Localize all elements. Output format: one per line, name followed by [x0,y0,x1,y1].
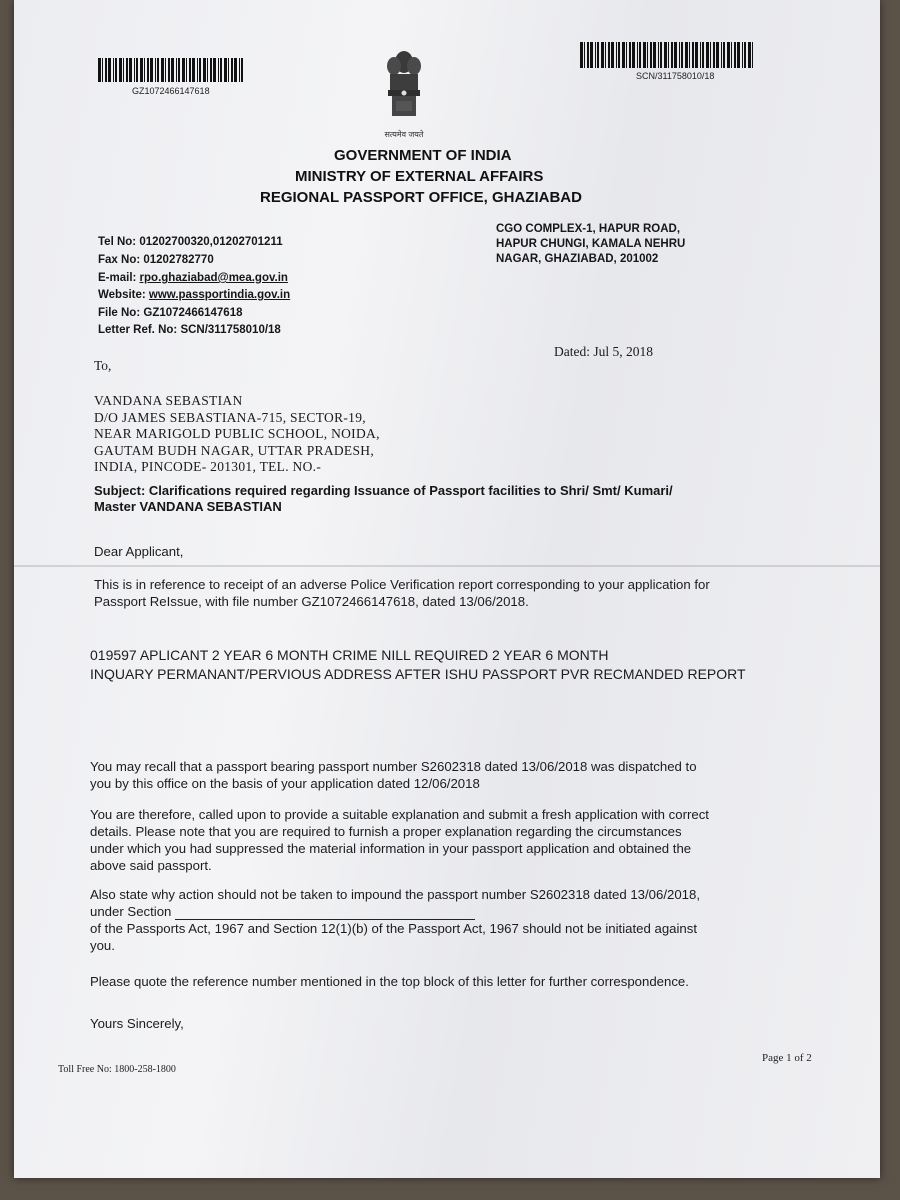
barcode-bar [171,58,174,82]
barcode-bar [189,58,191,82]
recipient-line-5: INDIA, PINCODE- 201301, TEL. NO.- [94,459,322,474]
barcode-bar [674,42,677,68]
office-address-line-1: CGO COMPLEX-1, HAPUR ROAD, [496,223,681,235]
barcode-bar [700,42,701,68]
subject-line-2: Master VANDANA SEBASTIAN [94,499,282,514]
letter-ref-label: Letter Ref. No: [98,324,178,336]
barcode-bar [629,42,631,68]
barcode-bar [692,42,694,68]
barcode-bar [679,42,680,68]
barcode-bar [723,42,725,68]
barcode-bar [584,42,585,68]
barcode-bar [203,58,206,82]
paragraph-explanation-line-3: under which you had suppressed the material information in your passport application and obtained the [90,841,692,856]
toll-free: Toll Free No: 1800-258-1800 [58,1064,176,1075]
police-remark-line-1: 019597 APLICANT 2 YEAR 6 MONTH CRIME NILL REQUIRED 2 YEAR 6 MONTH [90,647,609,663]
barcode-bar [658,42,659,68]
barcode-bar [241,58,243,82]
barcode-bar [710,42,711,68]
barcode-bar [161,58,164,82]
email-link[interactable]: rpo.ghaziabad@mea.gov.in [139,272,288,284]
barcode-bar [618,42,620,68]
barcode-bar [695,42,698,68]
barcode-bar [192,58,195,82]
fax-row [98,254,214,266]
website-link[interactable]: www.passportindia.gov.in [148,289,291,301]
header-ministry: MINISTRY OF EXTERNAL AFFAIRS [295,168,544,185]
paragraph-impound-line-4: you. [90,938,115,953]
barcode-bar [580,42,583,68]
office-address-line-2: HAPUR CHUNGI, KAMALA NEHRU [496,238,686,250]
salutation: Dear Applicant, [94,544,184,559]
barcode-bar [98,58,101,82]
national-emblem-icon [382,46,426,139]
barcode-bar [199,58,201,82]
recipient-line-2: D/O JAMES SEBASTIANA-715, SECTOR-19, [94,409,366,425]
website-label: Website: [98,289,146,301]
barcode-bar [713,42,715,68]
barcode-bar [689,42,690,68]
barcode-bar [632,42,635,68]
barcode-bar [643,42,646,68]
barcode-bar [590,42,593,68]
barcode-bar [727,42,730,68]
barcode-bar [702,42,704,68]
barcode-bar [186,58,187,82]
paragraph-impound [90,886,700,954]
page-number: Page 1 of 2 [762,1052,812,1064]
barcode-bar [123,58,124,82]
barcode-bar [165,58,166,82]
barcode-bar [748,42,751,68]
paragraph-recall-line-2: you by this office on the basis of your application dated 12/06/2018 [90,776,480,791]
barcode-bar [102,58,103,82]
to-label: To, [94,358,112,373]
paragraph-impound-line-1: Also state why action should not be taken to impound the passport number S2602318 dated 13/06/2018, [90,887,700,902]
recipient-name: VANDANA SEBASTIAN [94,393,243,408]
closing: Yours Sincerely, [90,1016,184,1031]
paragraph-impound-line-2 [90,903,700,920]
letter-page [14,0,880,1178]
fax-label: Fax No: [98,254,141,266]
barcode-bar [622,42,625,68]
paragraph-reference-line-2: Passport ReIssue, with file number GZ1072466147618, dated 13/06/2018. [94,594,529,609]
barcode-bar [611,42,614,68]
office-address-line-3: NAGAR, GHAZIABAD, 201002 [496,253,659,265]
paragraph-quote-reference: Please quote the reference number mentioned in the top block of this letter for further correspondence. [90,974,689,989]
barcode-bar [637,42,638,68]
barcode-bar [207,58,208,82]
barcode-bar [134,58,135,82]
barcode-bar [668,42,669,68]
paragraph-explanation [90,806,709,874]
barcode-bar [605,42,606,68]
barcode-bar [197,58,198,82]
barcode-bar [176,58,177,82]
barcode-bar [721,42,722,68]
barcode-bar [213,58,216,82]
email-row [98,272,288,284]
barcode-bar [647,42,648,68]
police-remark [90,646,746,684]
barcode-bar [660,42,662,68]
file-no-row [98,307,243,319]
barcode-bar [681,42,683,68]
emblem-motto: सत्यमेव जयते [384,130,424,139]
barcode-bar [587,42,589,68]
barcode-bar [119,58,122,82]
barcode-bar [752,42,753,68]
barcode-bar [150,58,153,82]
subject [94,483,673,515]
barcode-bar [626,42,627,68]
barcode-bar [234,58,237,82]
tel-label: Tel No: [98,236,137,248]
fold-line [14,565,880,567]
paragraph-explanation-line-1: You are therefore, called upon to provide a suitable explanation and submit a fresh application with correct [90,807,709,822]
barcode-right-text: SCN/311758010/18 [636,71,715,81]
barcode-bar [182,58,185,82]
barcode-bar [136,58,138,82]
police-remark-line-2: INQUARY PERMANANT/PERVIOUS ADDRESS AFTER ISHU PASSPORT PVR RECMANDED REPORT [90,666,746,682]
recipient-line-3: NEAR MARIGOLD PUBLIC SCHOOL, NOIDA, [94,426,380,441]
subject-line-1: Subject: Clarifications required regarding Issuance of Passport facilities to Shri/ Smt/ Kumari/ [94,483,673,498]
barcode-bar [608,42,610,68]
barcode-bar [744,42,746,68]
barcode-bar [115,58,117,82]
header-government: GOVERNMENT OF INDIA [334,147,512,164]
barcode-bar [639,42,641,68]
barcode-bar [155,58,156,82]
paragraph-explanation-line-2: details. Please note that you are required to furnish a proper explanation regarding the circumstances [90,824,682,839]
barcode-bar [105,58,107,82]
barcode-bar [108,58,111,82]
barcode-bar [239,58,240,82]
paragraph-impound-line-3: of the Passports Act, 1967 and Section 12(1)(b) of the Passport Act, 1967 should not be initiated against [90,921,698,936]
barcode-bar [157,58,159,82]
barcode-bar [147,58,149,82]
letter-ref-row [98,324,281,336]
file-no-label: File No: [98,307,141,319]
section-blank-line [175,907,475,920]
under-section-label: under Section [90,904,172,919]
barcode-bar [595,42,596,68]
barcode-bar [218,58,219,82]
paragraph-recall-line-1: You may recall that a passport bearing passport number S2602318 dated 13/06/2018 was dispatched to [90,759,697,774]
barcode-bar [664,42,667,68]
barcode-bar [737,42,740,68]
barcode-bar [178,58,180,82]
barcode-bar [231,58,233,82]
barcode-bar [113,58,114,82]
barcode-bar [616,42,617,68]
barcode-bar [734,42,736,68]
letter-date: Dated: Jul 5, 2018 [554,344,653,359]
barcode-bar [129,58,132,82]
fax-value: 01202782770 [143,254,214,266]
file-no-value: GZ1072466147618 [143,307,243,319]
letter-ref-value: SCN/311758010/18 [180,324,281,336]
barcode-bar [220,58,222,82]
barcode-bar [224,58,227,82]
barcode-bar [601,42,604,68]
barcode-bar [685,42,688,68]
barcode-bar [671,42,673,68]
barcode-left [98,58,254,82]
barcode-bar [653,42,656,68]
barcode-right [580,42,768,68]
tel-row [98,236,283,248]
paragraph-reference [94,576,710,610]
website-row [98,289,290,301]
email-label: E-mail: [98,272,137,284]
barcode-bar [140,58,143,82]
barcode-bar [731,42,732,68]
recipient-address [94,393,380,476]
barcode-bar [168,58,170,82]
barcode-bar [144,58,145,82]
paragraph-recall [90,758,697,792]
barcode-bar [650,42,652,68]
barcode-bar [597,42,599,68]
paragraph-reference-line-1: This is in reference to receipt of an adverse Police Verification report corresponding to your application for [94,577,710,592]
recipient-line-4: GAUTAM BUDH NAGAR, UTTAR PRADESH, [94,442,374,458]
tel-value: 01202700320,01202701211 [139,236,283,248]
barcode-bar [742,42,743,68]
barcode-bar [126,58,128,82]
header-office: REGIONAL PASSPORT OFFICE, GHAZIABAD [260,189,582,206]
barcode-bar [716,42,719,68]
barcode-bar [210,58,212,82]
barcode-bar [228,58,229,82]
paragraph-explanation-line-4: above said passport. [90,858,212,873]
barcode-bar [706,42,709,68]
barcode-left-text: GZ1072466147618 [132,86,210,96]
